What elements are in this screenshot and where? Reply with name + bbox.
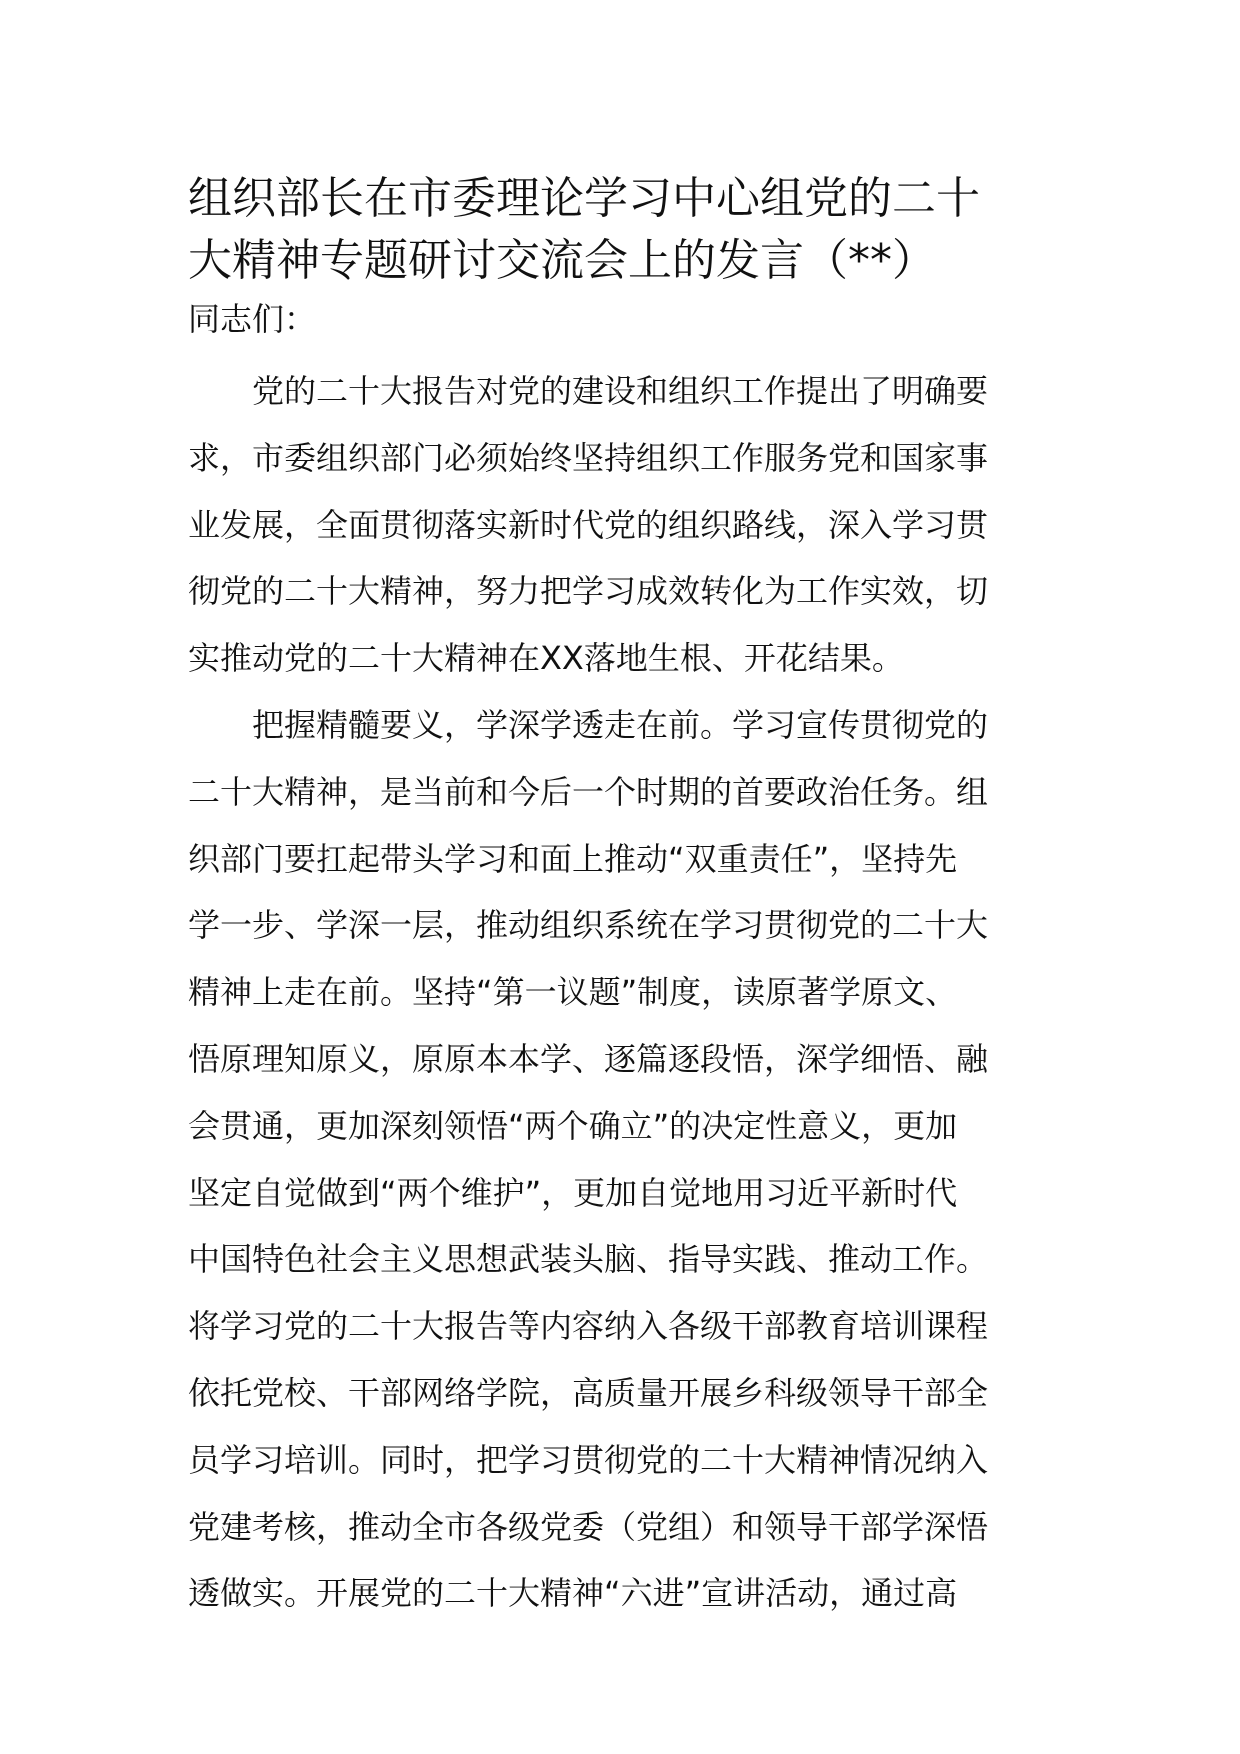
paragraph-line: 党建考核，推动全市各级党委（党组）和领导干部学深悟 — [188, 1507, 989, 1546]
paragraph-line: 党的二十大报告对党的建设和组织工作提出了明确要 — [252, 372, 989, 410]
paragraph-line: 彻党的二十大精神，努力把学习成效转化为工作实效，切 — [188, 572, 989, 611]
document-title — [188, 168, 1060, 292]
title-line: 组织部长在市委理论学习中心组党的二十 — [188, 173, 980, 224]
paragraph-line: 二十大精神，是当前和今后一个时期的首要政治任务。组 — [188, 772, 989, 811]
paragraph-line: 依托党校、干部网络学院，高质量开展乡科级领导干部全 — [188, 1373, 989, 1412]
paragraph-line: 把握精髓要义，学深学透走在前。学习宣传贯彻党的 — [252, 705, 989, 744]
paragraph-line: 织部门要扛起带头学习和面上推动“双重责任”，坚持先 — [188, 839, 958, 878]
paragraph-line: 精神上走在前。坚持“第一议题”制度，读原著学原文、 — [188, 973, 958, 1012]
paragraph-line: 业发展，全面贯彻落实新时代党的组织路线，深入学习贯 — [188, 505, 989, 544]
paragraph-line: 员学习培训。同时，把学习贯彻党的二十大精神情况纳入 — [188, 1440, 989, 1479]
title-line: 大精神专题研讨交流会上的发言（**） — [188, 235, 936, 286]
paragraph-line: 坚定自觉做到“两个维护”，更加自觉地用习近平新时代 — [188, 1173, 958, 1212]
paragraph-line: 透做实。开展党的二十大精神“六进”宣讲活动，通过高 — [188, 1574, 958, 1613]
paragraph-line: 将学习党的二十大报告等内容纳入各级干部教育培训课程 — [188, 1307, 989, 1346]
paragraph-line: 求，市委组织部门必须始终坚持组织工作服务党和国家事 — [188, 438, 989, 477]
paragraph-line: 会贯通，更加深刻领悟“两个确立”的决定性意义，更加 — [188, 1106, 958, 1145]
paragraph-line: 实推动党的二十大精神在XX落地生根、开花结果。 — [188, 639, 904, 678]
paragraph-line: 悟原理知原义，原原本本学、逐篇逐段悟，深学细悟、融 — [188, 1039, 989, 1078]
paragraph-line: 中国特色社会主义思想武装头脑、指导实践、推动工作。 — [188, 1240, 989, 1279]
document-body — [188, 358, 1060, 1627]
document-content — [188, 168, 1060, 1627]
salutation: 同志们： — [188, 300, 317, 338]
paragraph-line: 学一步、学深一层，推动组织系统在学习贯彻党的二十大 — [188, 906, 989, 945]
